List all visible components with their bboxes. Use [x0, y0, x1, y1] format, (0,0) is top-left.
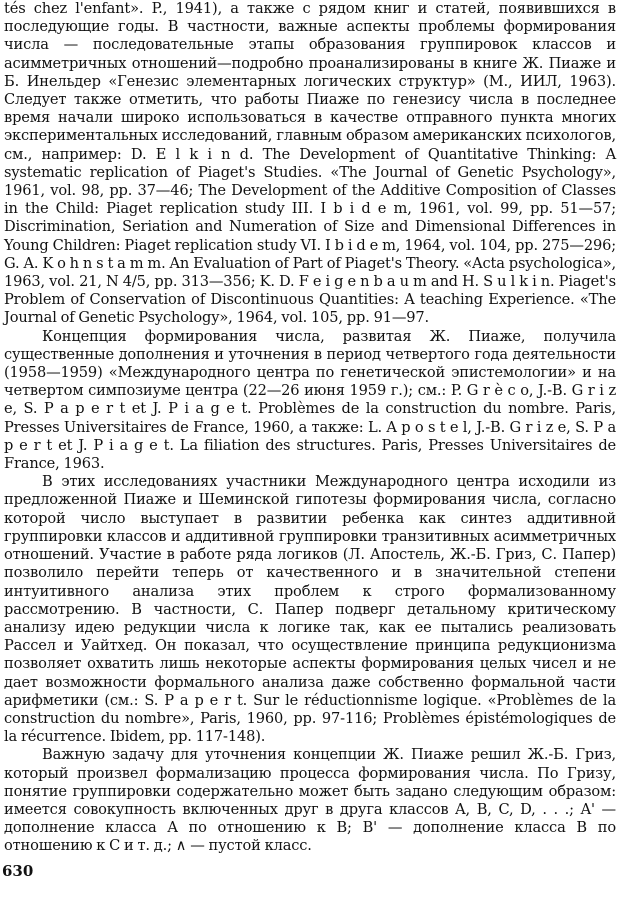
- paragraph-grize-formalization: Важную задачу для уточнения концепции Ж. Пиаже решил Ж.-Б. Гриз, который произвел формализацию процесса формирования числа. По Гризу, понятие группировки содержательно может быть задано следующим образом: имеется совокупность включенных друг в друга классов A, B, C, D, . . .; A' — дополнение класса A по отношению к B; B' — дополнение класса B по отношению к C и т. д.; ∧ — пустой класс.: [4, 746, 616, 855]
- paragraph-piaget-concept: Концепция формирования числа, развитая Ж. Пиаже, получила существенные дополнения и уточнения в период четвертого года деятельности (1958—1959) «Международного центра по генетической эпистемологии» и на четвертом симпозиуме центра (22—26 июня 1959 г.); см.: P. G r è c o, J.-B. G r i z e, S. P a p e r t et J. P i a g e t. Problèmes de la construction du nombre. Paris, Presses Universitaires de France, 1960, а также: L. A p o s t e l, J.-B. G r i z e, S. P a p e r t et J. P i a g e t. La filiation des structures. Paris, Presses Universitaires de France, 1963.: [4, 327, 616, 473]
- paragraph-footnote-continuation: tés chez l'enfant». P., 1941), а также с рядом книг и статей, появившихся в последующие годы. В частности, важные аспекты проблемы формирования числа — последовательные этапы образования группировок классов и асимметричных отношений—подробно проанализированы в книге Ж. Пиаже и Б. Инельдер «Генезис элементарных логических структур» (М., ИИЛ, 1963). Следует также отметить, что работы Пиаже по генезису числа в последнее время начали широко использоваться в качестве отправного пункта многих экспериментальных исследований, главным образом американских психологов, см., например: D. E l k i n d. The Development of Quantitative Thinking: A systematic replication of Piaget's Studies. «The Journal of Genetic Psychology», 1961, vol. 98, pp. 37—46; The Development of the Additive Composition of Classes in the Child: Piaget replication study III. I b i d e m, 1961, vol. 99, pp. 51—57; Discrimination, Seriation and Numeration of Size and Dimensional Differences in Young Children: Piaget replication study VI. I b i d e m, 1964, vol. 104, pp. 275—296; G. A. K o h n s t a m m. An Evaluation of Part of Piaget's Theory. «Acta psychologica», 1963, vol. 21, N 4/5, pp. 313—356; K. D. F e i g e n b a u m and H. S u l k i n. Piaget's Problem of Conservation of Discontinuous Quantities: A teaching Experience. «The Journal of Genetic Psychology», 1964, vol. 105, pp. 91—97.: [4, 0, 616, 327]
- body-text: [4, 0, 616, 856]
- page-number: 630: [2, 862, 34, 880]
- paragraph-international-center: В этих исследованиях участники Международного центра исходили из предложенной Пиаже и Шеминской гипотезы формирования числа, согласно которой число выступает в развитии ребенка как синтез аддитивной группировки классов и аддитивной группировки транзитивных асимметричных отношений. Участие в работе ряда логиков (Л. Апостель, Ж.-Б. Гриз, С. Папер) позволило перейти теперь от качественного и в значительной степени интуитивного анализа этих проблем к строго формализованному рассмотрению. В частности, С. Папер подверг детальному критическому анализу идею редукции числа к логике так, как ее пытались реализовать Рассел и Уайтхед. Он показал, что осуществление принципа редукционизма позволяет охватить лишь некоторые аспекты формирования целых чисел и не дает возможности формального анализа даже собственно формальной части арифметики (см.: S. P a p e r t. Sur le réductionnisme logique. «Problèmes de la construction du nombre», Paris, 1960, pp. 97-116; Problèmes épistémologiques de la récurrence. Ibidem, pp. 117-148).: [4, 473, 616, 746]
